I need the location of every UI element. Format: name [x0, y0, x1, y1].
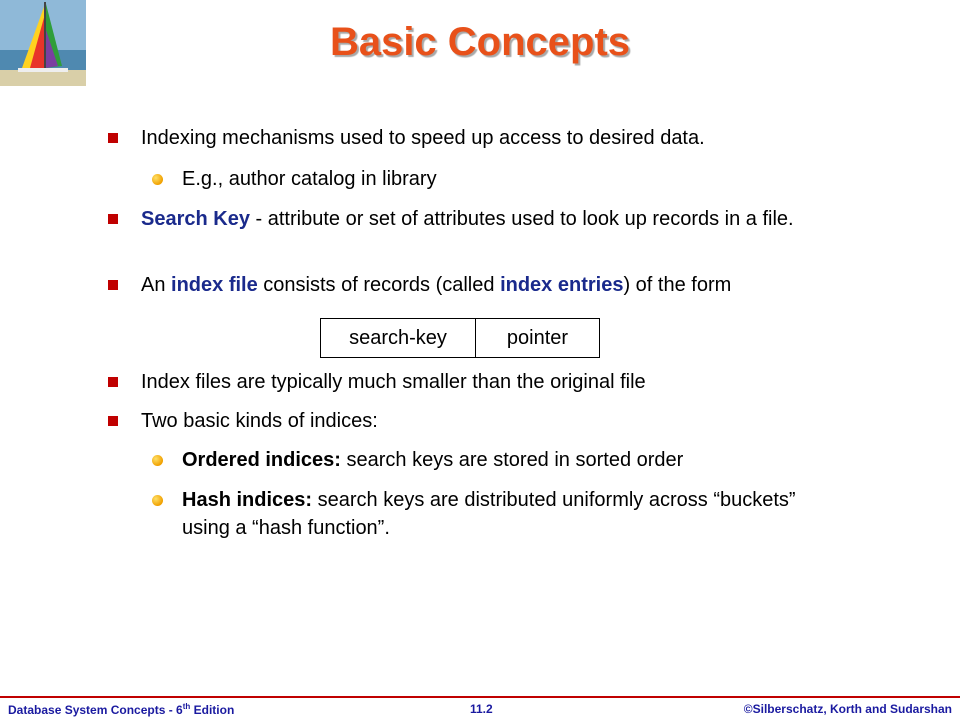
square-bullet-icon: [108, 416, 118, 426]
square-bullet-icon: [108, 377, 118, 387]
footer-book-title-text: Database System Concepts - 6: [8, 703, 183, 717]
footer-copyright: ©Silberschatz, Korth and Sudarshan: [743, 702, 952, 716]
round-bullet-icon: [152, 174, 163, 185]
square-bullet-icon: [108, 280, 118, 290]
keyword-index-entries: index entries: [500, 274, 624, 296]
footer-edition-superscript: th: [182, 702, 191, 711]
bullet-text: [182, 446, 882, 474]
bullet-text-rest: - attribute or set of attributes used to look up records in a file.: [249, 208, 794, 230]
slide-footer: [0, 696, 960, 720]
term-ordered-indices: Ordered indices:: [182, 449, 341, 471]
footer-divider: [0, 696, 960, 698]
bullet-text: [182, 486, 842, 542]
bullet-text: [141, 205, 901, 233]
term-hash-indices: Hash indices:: [182, 489, 313, 511]
footer-book-title-tail: Edition: [190, 703, 235, 717]
bullet-text: Two basic kinds of indices:: [141, 410, 378, 432]
keyword-search-key: Search Key: [141, 208, 250, 230]
bullet-text-rest: search keys are stored in sorted order: [340, 449, 684, 471]
slide-title: Basic Concepts: [329, 20, 631, 64]
bullet-text-rest: search keys are distributed uniformly across “buckets” using a “hash function”.: [182, 489, 796, 539]
round-bullet-icon: [152, 455, 163, 466]
text-part: consists of records (called: [257, 274, 501, 296]
text-part: An: [141, 274, 172, 296]
footer-slide-number: 11.2: [470, 702, 493, 716]
footer-book-title: [8, 702, 234, 717]
keyword-index-file: index file: [171, 274, 258, 296]
bullet-text: E.g., author catalog in library: [182, 168, 437, 190]
index-entry-diagram: [320, 318, 600, 358]
text-part: ) of the form: [623, 274, 732, 296]
pointer-cell: pointer: [506, 326, 569, 349]
bullet-text: Index files are typically much smaller than the original file: [141, 371, 646, 393]
bullet-text: Indexing mechanisms used to speed up access to desired data.: [141, 127, 705, 149]
square-bullet-icon: [108, 214, 118, 224]
square-bullet-icon: [108, 133, 118, 143]
search-key-cell: search-key: [321, 319, 476, 357]
round-bullet-icon: [152, 495, 163, 506]
bullet-text: [141, 271, 901, 299]
